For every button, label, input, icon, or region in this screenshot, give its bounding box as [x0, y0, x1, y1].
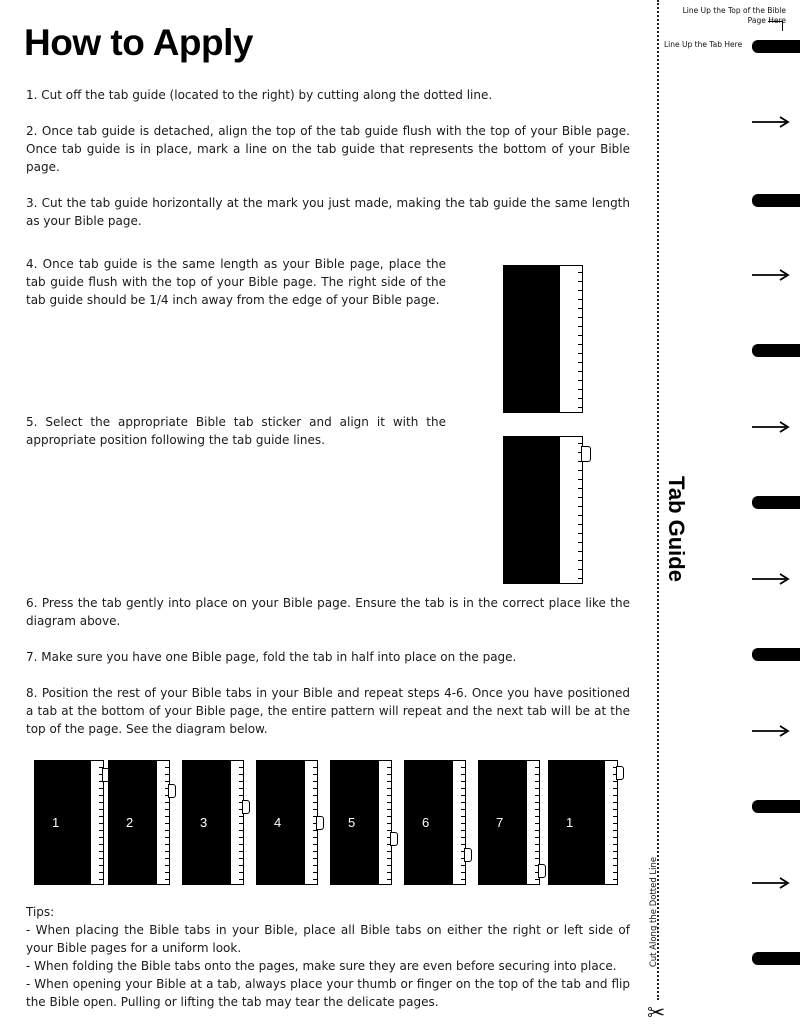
sequence-number: 4: [274, 815, 282, 830]
step-7: 7. Make sure you have one Bible page, fold the tab in half into place on the page.: [26, 650, 517, 664]
ruler-tick: [387, 802, 391, 803]
tab-position-bar: [752, 344, 800, 357]
ruler-tick: [313, 858, 317, 859]
step-5-diagram: [503, 436, 593, 584]
ruler-tick: [578, 479, 582, 480]
tab-guide-ruler: [559, 436, 583, 584]
ruler-tick: [578, 488, 582, 489]
ruler-tick: [239, 858, 243, 859]
ruler-tick: [535, 774, 539, 775]
tab-sticker: [316, 816, 324, 830]
ruler-tick: [613, 858, 617, 859]
ruler-tick: [99, 830, 103, 831]
ruler-tick: [313, 872, 317, 873]
ruler-tick: [578, 380, 582, 381]
ruler-tick: [578, 353, 582, 354]
ruler-tick: [239, 844, 243, 845]
ruler-tick: [165, 858, 169, 859]
ruler-tick: [99, 823, 103, 824]
step-4-diagram: [503, 265, 583, 413]
ruler-tick: [578, 362, 582, 363]
tab-sticker: [616, 766, 624, 780]
ruler-tick: [239, 851, 243, 852]
ruler-tick: [165, 781, 169, 782]
tab-position-bar: [752, 40, 800, 53]
ruler-tick: [239, 788, 243, 789]
step-3: 3. Cut the tab guide horizontally at the mark you just made, making the tab guide the same length as your Bible page.: [26, 196, 630, 228]
ruler-tick: [239, 823, 243, 824]
step-8: 8. Position the rest of your Bible tabs in your Bible and repeat steps 4-6. Once you have positioned a tab at the bottom of your Bible page, the entire pattern will repeat and the next tab will be at the top of the page. See the diagram below.: [26, 686, 630, 736]
ruler-tick: [165, 767, 169, 768]
ruler-tick: [578, 524, 582, 525]
right-arrow-icon: [752, 115, 790, 129]
ruler-tick: [578, 542, 582, 543]
sequence-panel: [34, 760, 106, 885]
tab-sticker: [538, 864, 546, 878]
tab-sequence-diagram: [34, 760, 624, 885]
ruler-tick: [165, 809, 169, 810]
ruler-tick: [165, 865, 169, 866]
ruler-tick: [578, 308, 582, 309]
tip-item: - When folding the Bible tabs onto the pages, make sure they are even before securing into place.: [26, 959, 617, 973]
ruler-tick: [239, 795, 243, 796]
ruler-tick: [578, 569, 582, 570]
tip-item: - When opening your Bible at a tab, always place your thumb or finger on the top of the tab and flip the Bible open. Pulling or lifting the tab may tear the delicate pages.: [26, 977, 630, 1009]
sequence-number: 2: [126, 815, 134, 830]
ruler-tick: [578, 344, 582, 345]
ruler-tick: [461, 795, 465, 796]
ruler-tick: [387, 788, 391, 789]
ruler-tick: [313, 837, 317, 838]
ruler-tick: [313, 851, 317, 852]
ruler-tick: [165, 872, 169, 873]
ruler-tick: [387, 879, 391, 880]
ruler-tick: [99, 872, 103, 873]
ruler-tick: [387, 865, 391, 866]
ruler-tick: [313, 830, 317, 831]
ruler-tick: [165, 823, 169, 824]
ruler-tick: [313, 802, 317, 803]
ruler-tick: [613, 879, 617, 880]
ruler-tick: [578, 317, 582, 318]
ruler-tick: [99, 865, 103, 866]
ruler-tick: [578, 560, 582, 561]
ruler-tick: [165, 844, 169, 845]
ruler-tick: [313, 774, 317, 775]
ruler-tick: [313, 781, 317, 782]
tab-sticker: [581, 446, 591, 462]
tips-heading: Tips:: [26, 905, 55, 919]
tab-guide-ruler: [559, 265, 583, 413]
sequence-panel: [330, 760, 402, 885]
tab-sticker: [242, 800, 250, 814]
ruler-tick: [613, 781, 617, 782]
ruler-tick: [613, 844, 617, 845]
sequence-panel: [256, 760, 328, 885]
ruler-tick: [613, 837, 617, 838]
ruler-tick: [239, 830, 243, 831]
ruler-tick: [535, 802, 539, 803]
ruler-tick: [578, 398, 582, 399]
ruler-tick: [239, 774, 243, 775]
ruler-tick: [461, 774, 465, 775]
tab-position-bar: [752, 952, 800, 965]
ruler-tick: [387, 809, 391, 810]
ruler-tick: [99, 795, 103, 796]
ruler-tick: [387, 795, 391, 796]
ruler-tick: [239, 781, 243, 782]
right-arrow-icon: [752, 268, 790, 282]
sequence-panel: [182, 760, 254, 885]
step-5: 5. Select the appropriate Bible tab sticker and align it with the appropriate position following the tab guide lines.: [26, 415, 446, 447]
ruler-tick: [313, 844, 317, 845]
step-1: 1. Cut off the tab guide (located to the right) by cutting along the dotted line.: [26, 88, 493, 102]
ruler-tick: [165, 774, 169, 775]
ruler-tick: [578, 443, 582, 444]
ruler-tick: [578, 281, 582, 282]
tab-guide-label: Tab Guide: [664, 476, 689, 582]
page-title: How to Apply: [24, 22, 253, 63]
ruler-tick: [99, 858, 103, 859]
ruler-tick: [387, 872, 391, 873]
ruler-tick: [535, 858, 539, 859]
ruler-tick: [613, 823, 617, 824]
tab-position-bar: [752, 648, 800, 661]
ruler-tick: [613, 816, 617, 817]
ruler-tick: [535, 823, 539, 824]
ruler-tick: [313, 809, 317, 810]
ruler-tick: [461, 802, 465, 803]
ruler-tick: [535, 809, 539, 810]
sequence-panel: [548, 760, 624, 885]
ruler-tick: [535, 781, 539, 782]
ruler-tick: [461, 865, 465, 866]
tab-sticker: [464, 848, 472, 862]
ruler-tick: [578, 299, 582, 300]
ruler-tick: [165, 851, 169, 852]
ruler-tick: [613, 865, 617, 866]
ruler-tick: [578, 335, 582, 336]
ruler-tick: [578, 407, 582, 408]
scissors-icon: ✂: [647, 1001, 666, 1026]
ruler-tick: [578, 290, 582, 291]
ruler-tick: [239, 879, 243, 880]
ruler-tick: [535, 767, 539, 768]
step-4: 4. Once tab guide is the same length as your Bible page, place the tab guide flush with the top of your Bible page. The right side of the tab guide should be 1/4 inch away from the edge of your Bible page.: [26, 257, 446, 307]
ruler-tick: [535, 795, 539, 796]
right-arrow-icon: [752, 420, 790, 434]
ruler-tick: [99, 788, 103, 789]
ruler-tick: [613, 802, 617, 803]
ruler-tick: [387, 781, 391, 782]
ruler-tick: [387, 858, 391, 859]
ruler-tick: [578, 389, 582, 390]
sequence-number: 7: [496, 815, 504, 830]
sequence-number: 1: [566, 815, 574, 830]
tip-item: - When placing the Bible tabs in your Bible, place all Bible tabs on either the right or left side of your Bible pages for a uniform look.: [26, 923, 630, 955]
tab-sticker: [168, 784, 176, 798]
ruler-tick: [578, 515, 582, 516]
ruler-tick: [239, 872, 243, 873]
ruler-tick: [613, 809, 617, 810]
ruler-tick: [613, 788, 617, 789]
ruler-tick: [99, 802, 103, 803]
ruler-tick: [461, 879, 465, 880]
ruler-tick: [578, 533, 582, 534]
ruler-tick: [99, 837, 103, 838]
tab-sticker: [390, 832, 398, 846]
ruler-tick: [613, 795, 617, 796]
ruler-tick: [461, 823, 465, 824]
corner-arrow-icon: [768, 21, 782, 22]
sequence-number: 1: [52, 815, 60, 830]
ruler-tick: [578, 506, 582, 507]
right-arrow-icon: [752, 572, 790, 586]
ruler-tick: [165, 830, 169, 831]
ruler-tick: [461, 788, 465, 789]
top-alignment-note: Line Up the Top of the Bible Page Here: [682, 6, 786, 25]
right-arrow-icon: [752, 724, 790, 738]
ruler-tick: [99, 851, 103, 852]
step-6: 6. Press the tab gently into place on your Bible page. Ensure the tab is in the correct place like the diagram above.: [26, 596, 630, 628]
ruler-tick: [387, 774, 391, 775]
ruler-tick: [313, 865, 317, 866]
ruler-tick: [578, 371, 582, 372]
tab-position-bar: [752, 194, 800, 207]
ruler-tick: [239, 816, 243, 817]
ruler-tick: [461, 781, 465, 782]
ruler-tick: [313, 788, 317, 789]
tab-alignment-note: Line Up the Tab Here: [664, 40, 743, 49]
cut-line-label: Cut Along the Dotted Line: [649, 856, 659, 968]
corner-arrow-icon-stem: [782, 21, 783, 31]
tab-position-bar: [752, 496, 800, 509]
ruler-tick: [461, 872, 465, 873]
sequence-panel: [478, 760, 550, 885]
ruler-tick: [535, 844, 539, 845]
ruler-tick: [461, 816, 465, 817]
ruler-tick: [165, 802, 169, 803]
step-2: 2. Once tab guide is detached, align the top of the tab guide flush with the top of your Bible page. Once tab guide is in place, mark a line on the tab guide that represents the bottom of your Bible page.: [26, 124, 630, 174]
ruler-tick: [535, 788, 539, 789]
ruler-tick: [239, 837, 243, 838]
sequence-number: 6: [422, 815, 430, 830]
ruler-tick: [387, 767, 391, 768]
tips-section: [26, 903, 630, 1011]
ruler-tick: [313, 795, 317, 796]
right-arrow-icon: [752, 876, 790, 890]
ruler-tick: [535, 851, 539, 852]
ruler-tick: [461, 767, 465, 768]
ruler-tick: [578, 326, 582, 327]
ruler-tick: [613, 830, 617, 831]
tab-position-bar: [752, 800, 800, 813]
ruler-tick: [99, 879, 103, 880]
ruler-tick: [99, 844, 103, 845]
ruler-tick: [239, 865, 243, 866]
ruler-tick: [313, 767, 317, 768]
sequence-panel: [108, 760, 180, 885]
ruler-tick: [461, 830, 465, 831]
ruler-tick: [613, 851, 617, 852]
ruler-tick: [387, 830, 391, 831]
ruler-tick: [239, 767, 243, 768]
ruler-tick: [578, 272, 582, 273]
ruler-tick: [578, 497, 582, 498]
ruler-tick: [387, 816, 391, 817]
ruler-tick: [165, 816, 169, 817]
ruler-tick: [313, 879, 317, 880]
ruler-tick: [461, 809, 465, 810]
sequence-number: 3: [200, 815, 208, 830]
sequence-panel: [404, 760, 476, 885]
ruler-tick: [99, 816, 103, 817]
ruler-tick: [535, 830, 539, 831]
ruler-tick: [461, 837, 465, 838]
ruler-tick: [535, 879, 539, 880]
ruler-tick: [387, 823, 391, 824]
ruler-tick: [578, 470, 582, 471]
ruler-tick: [578, 551, 582, 552]
ruler-tick: [535, 837, 539, 838]
ruler-tick: [578, 578, 582, 579]
ruler-tick: [461, 844, 465, 845]
ruler-tick: [99, 809, 103, 810]
ruler-tick: [165, 879, 169, 880]
ruler-tick: [613, 872, 617, 873]
ruler-tick: [387, 851, 391, 852]
ruler-tick: [535, 816, 539, 817]
sequence-number: 5: [348, 815, 356, 830]
ruler-tick: [165, 837, 169, 838]
